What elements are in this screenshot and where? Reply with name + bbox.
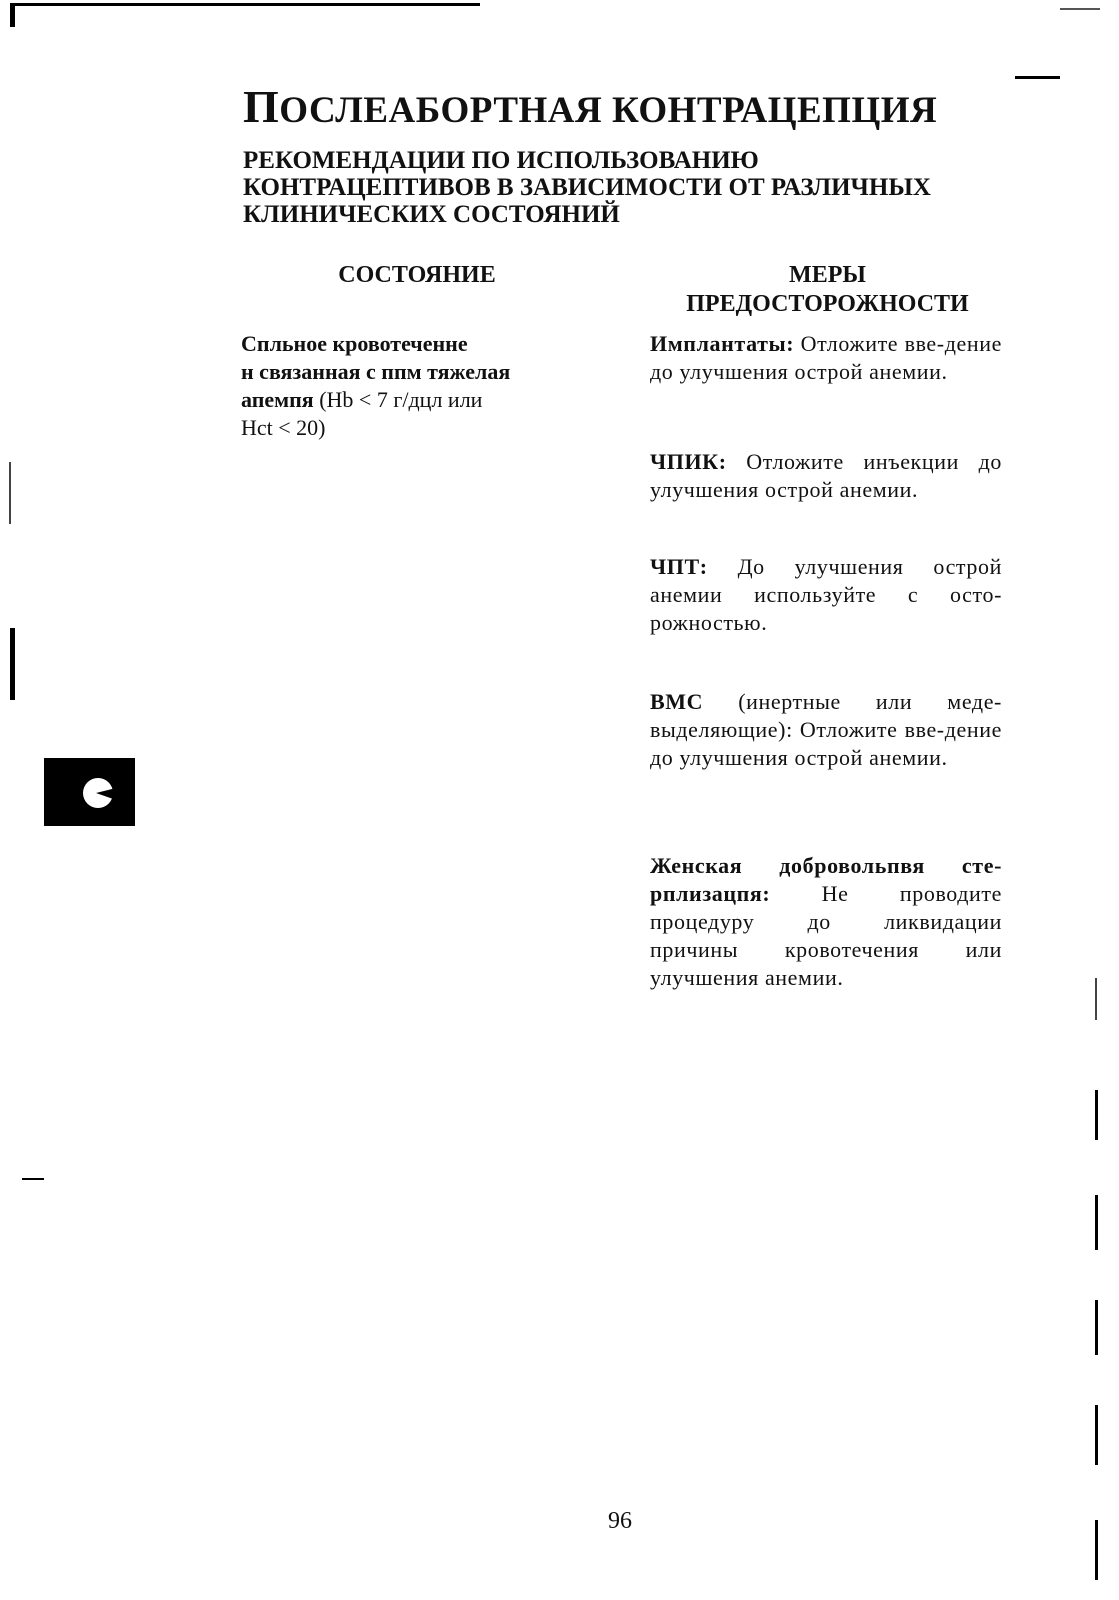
scan-dash [22,1178,44,1180]
scan-line [1095,1090,1098,1140]
column-header-precautions [650,262,1005,318]
scan-corner-mark [10,3,480,6]
column-header-precautions-line2: ПРЕДОСТОРОЖНОСТИ [686,291,969,317]
recommendation-iud [650,688,1002,772]
condition-line: Hct < 20) [241,415,326,440]
column-header-condition: СОСТОЯНИЕ [338,262,496,288]
scan-line [1095,1405,1098,1465]
condition-term: апемпя [241,387,314,412]
recommendation-pills [650,553,1002,637]
method-advice: До улучшения острой анемии используйте с осто-рожностью. [650,554,1002,635]
method-advice: (инертные или меде-выделяющие): Отложите вве-дение до улучшения острой анемии. [650,689,1002,770]
scan-line [1095,978,1097,1020]
page-title: ПОСЛЕАБОРТНАЯ КОНТРАЦЕПЦИЯ [243,81,938,132]
scan-corner-mark [10,3,15,27]
scan-line [1015,76,1060,79]
condition-line: н связанная с ппм тяжелая [241,359,511,384]
scan-line [1095,1520,1098,1580]
scan-line [1060,8,1100,10]
page-number: 96 [608,1508,632,1534]
condition-description [241,330,581,442]
column-header-precautions-line1: МЕРЫ [789,262,866,288]
scan-line [10,628,15,700]
method-name: Имплантаты: [650,331,795,356]
method-advice: Отложите инъекции до улучшения острой анемии. [650,449,1002,502]
recommendation-implants [650,330,1002,386]
method-advice: Не проводите процедуру до ликвидации причины кровотечения или улучшения анемии. [650,881,1002,990]
method-name: ЧПИК: [650,449,727,474]
scan-line [1095,1195,1098,1250]
section-tab-icon [44,758,135,826]
method-name: ЧПТ: [650,554,708,579]
recommendation-injectables [650,448,1002,504]
scan-line [9,462,11,524]
scan-line [1095,1300,1098,1355]
method-name: Женская добровольпвя сте-рплизацпя: [650,853,1002,906]
method-advice: Отложите вве-дение до улучшения острой анемии. [650,331,1002,384]
condition-line [241,386,581,414]
recommendation-sterilization [650,852,1002,992]
page-subtitle: РЕКОМЕНДАЦИИ ПО ИСПОЛЬЗОВАНИЮ КОНТРАЦЕПТИВОВ В ЗАВИСИМОСТИ ОТ РАЗЛИЧНЫХ КЛИНИЧЕСКИХ СОСТОЯНИЙ [243,147,931,228]
condition-line: Спльное кровотеченне [241,331,468,356]
condition-values: (Hb < 7 г/дцл или [313,387,483,412]
method-name: ВМС [650,689,704,714]
